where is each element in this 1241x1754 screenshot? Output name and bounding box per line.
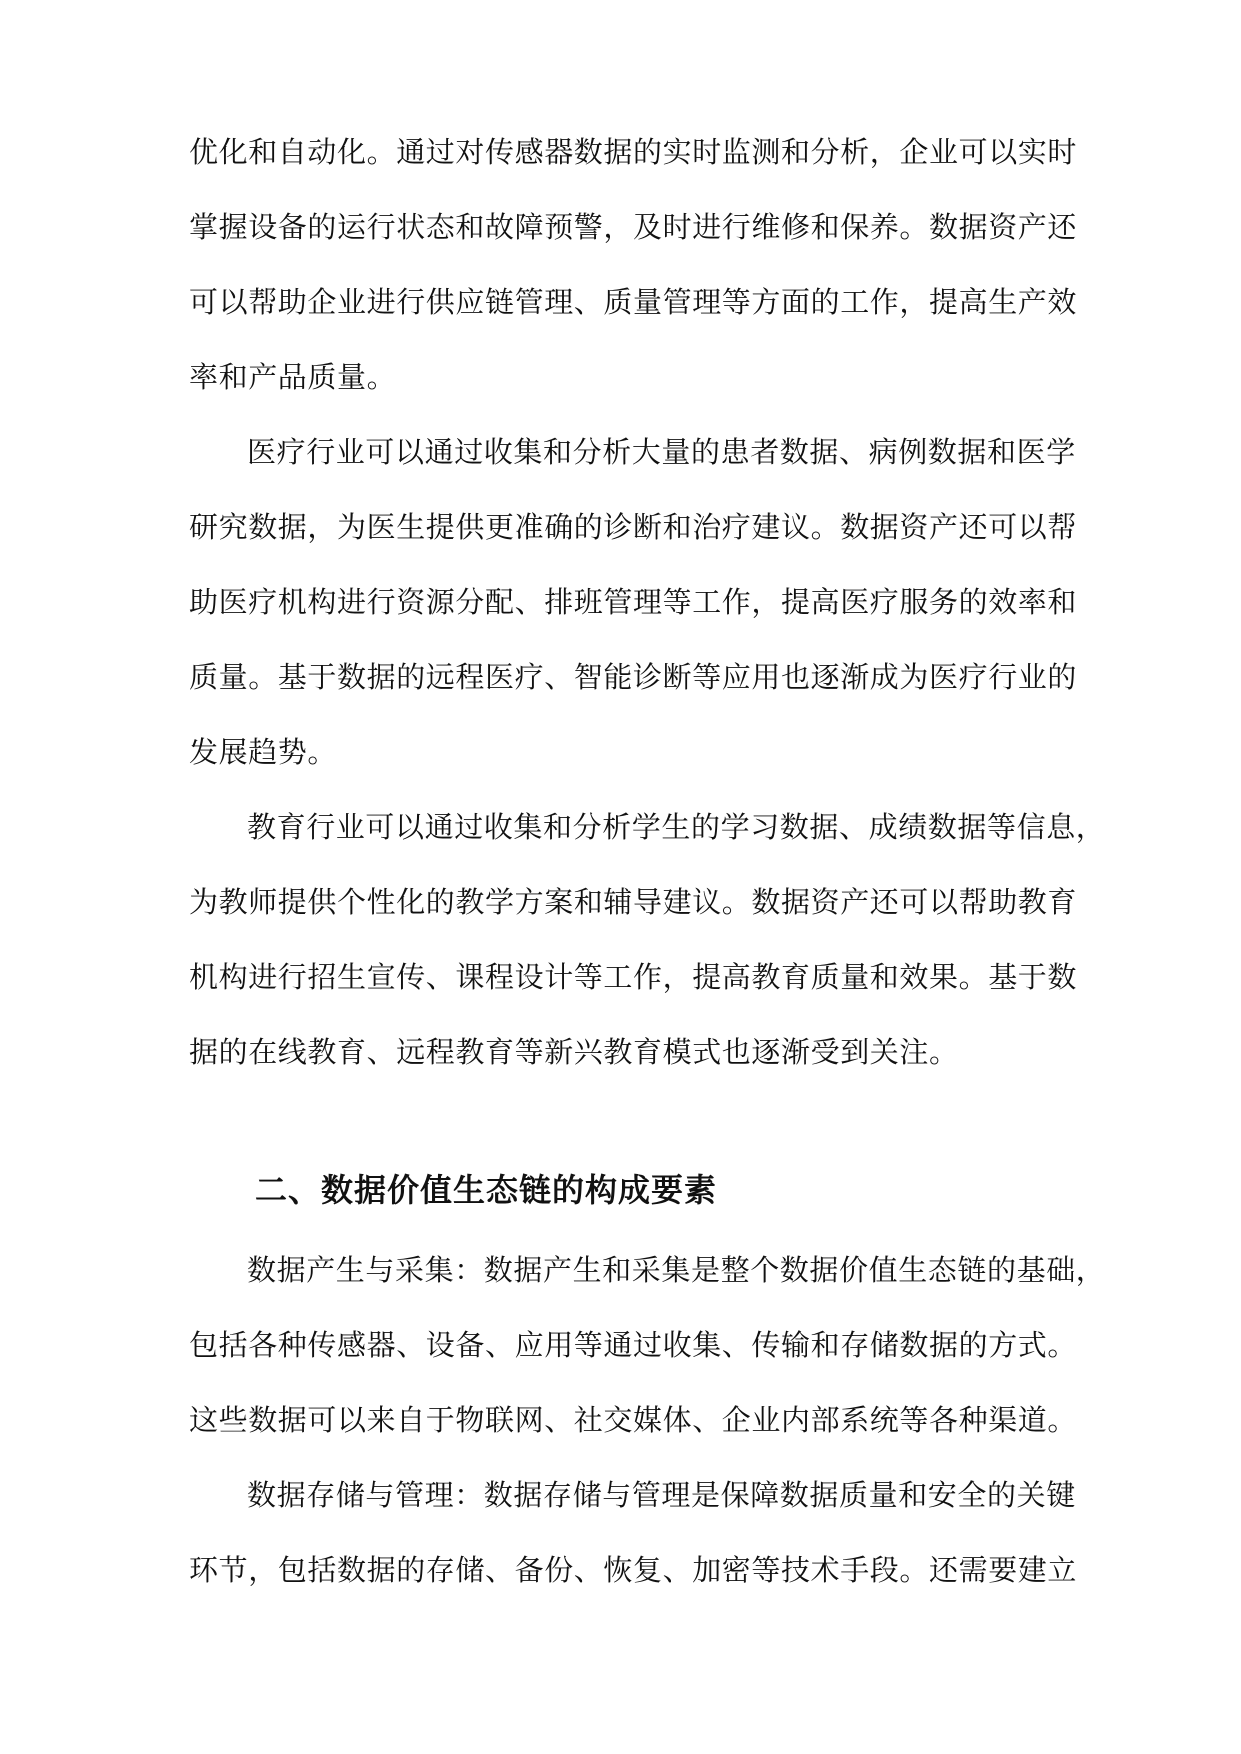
text-line: 可以帮助企业进行供应链管理、质量管理等方面的工作，提高生产效: [189, 285, 1078, 319]
text-line: 率和产品质量。: [189, 360, 397, 394]
text-line: 优化和自动化。通过对传感器数据的实时监测和分析，企业可以实时: [189, 135, 1078, 169]
text-line: 数据存储与管理：数据存储与管理是保障数据质量和安全的关键: [247, 1478, 1076, 1512]
text-line: 据的在线教育、远程教育等新兴教育模式也逐渐受到关注。: [189, 1035, 959, 1069]
text-line: 助医疗机构进行资源分配、排班管理等工作，提高医疗服务的效率和: [189, 585, 1078, 619]
text-line: 质量。基于数据的远程医疗、智能诊断等应用也逐渐成为医疗行业的: [189, 660, 1078, 694]
text-line: 这些数据可以来自于物联网、社交媒体、企业内部系统等各种渠道。: [189, 1403, 1078, 1437]
text-line: 包括各种传感器、设备、应用等通过收集、传输和存储数据的方式。: [189, 1328, 1078, 1362]
text-line: 研究数据，为医生提供更准确的诊断和治疗建议。数据资产还可以帮: [189, 510, 1078, 544]
text-line: 为教师提供个性化的教学方案和辅导建议。数据资产还可以帮助教育: [189, 885, 1078, 919]
text-line: 发展趋势。: [189, 735, 338, 769]
text-line: 机构进行招生宣传、课程设计等工作，提高教育质量和效果。基于数: [189, 960, 1078, 994]
text-line: 掌握设备的运行状态和故障预警，及时进行维修和保养。数据资产还: [189, 210, 1078, 244]
text-line: 环节，包括数据的存储、备份、恢复、加密等技术手段。还需要建立: [189, 1553, 1078, 1587]
text-line: 医疗行业可以通过收集和分析大量的患者数据、病例数据和医学: [247, 435, 1076, 469]
text-line: 数据产生与采集：数据产生和采集是整个数据价值生态链的基础，: [247, 1253, 1106, 1287]
section-heading: 二、数据价值生态链的构成要素: [255, 1171, 718, 1209]
text-line: 教育行业可以通过收集和分析学生的学习数据、成绩数据等信息，: [247, 810, 1106, 844]
